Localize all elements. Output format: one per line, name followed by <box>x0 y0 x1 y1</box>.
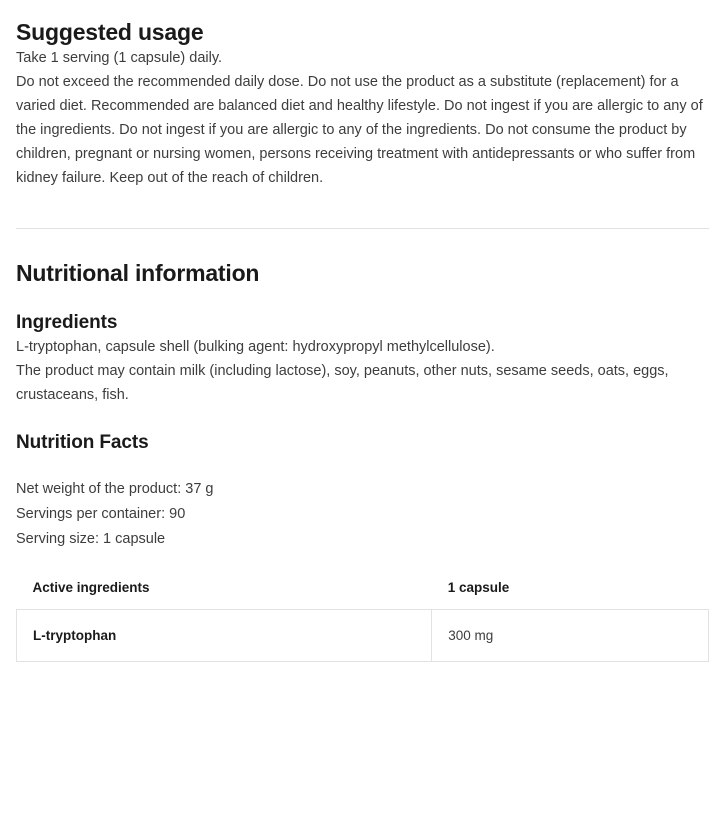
servings-per-container-line: Servings per container: 90 <box>16 506 186 522</box>
column-header-active-ingredients: Active ingredients <box>32 580 150 595</box>
ingredient-name-cell: L-tryptophan <box>17 610 432 662</box>
section-divider <box>16 228 709 229</box>
ingredients-title: Ingredients <box>16 312 118 333</box>
product-info-page <box>0 18 725 815</box>
serving-instruction-text: Take 1 serving (1 capsule) daily. <box>16 50 223 66</box>
nutrition-facts-summary <box>16 477 709 552</box>
page-title: Suggested usage <box>16 19 204 45</box>
ingredient-amount-cell: 300 mg <box>432 610 709 662</box>
serving-size-line: Serving size: 1 capsule <box>16 531 166 547</box>
column-header-serving: 1 capsule <box>447 580 510 595</box>
table-header-row <box>17 574 709 610</box>
ingredients-list-text: L-tryptophan, capsule shell (bulking agent: hydroxypropyl methylcellulose). <box>16 339 495 355</box>
nutritional-information-title: Nutritional information <box>16 260 260 286</box>
nutrition-facts-title: Nutrition Facts <box>16 432 149 453</box>
allergens-text: The product may contain milk (including lactose), soy, peanuts, other nuts, sesame seeds, oats, eggs, crustaceans, fish. <box>16 363 669 403</box>
warning-text: Do not exceed the recommended daily dose. Do not use the product as a substitute (replacement) for a varied diet. Recommended are balanced diet and healthy lifestyle. Do not ingest if you are allergic to any of the ingredients. Do not ingest if you are allergic to any of the ingredients. Do not consume the product by children, pregnant or nursing women, persons receiving treatment with antidepressants or who suffer from kidney failure. Keep out of the reach of children. <box>16 74 703 186</box>
net-weight-line: Net weight of the product: 37 g <box>16 481 214 497</box>
nutrition-facts-table <box>16 574 709 662</box>
table-row <box>17 610 709 662</box>
